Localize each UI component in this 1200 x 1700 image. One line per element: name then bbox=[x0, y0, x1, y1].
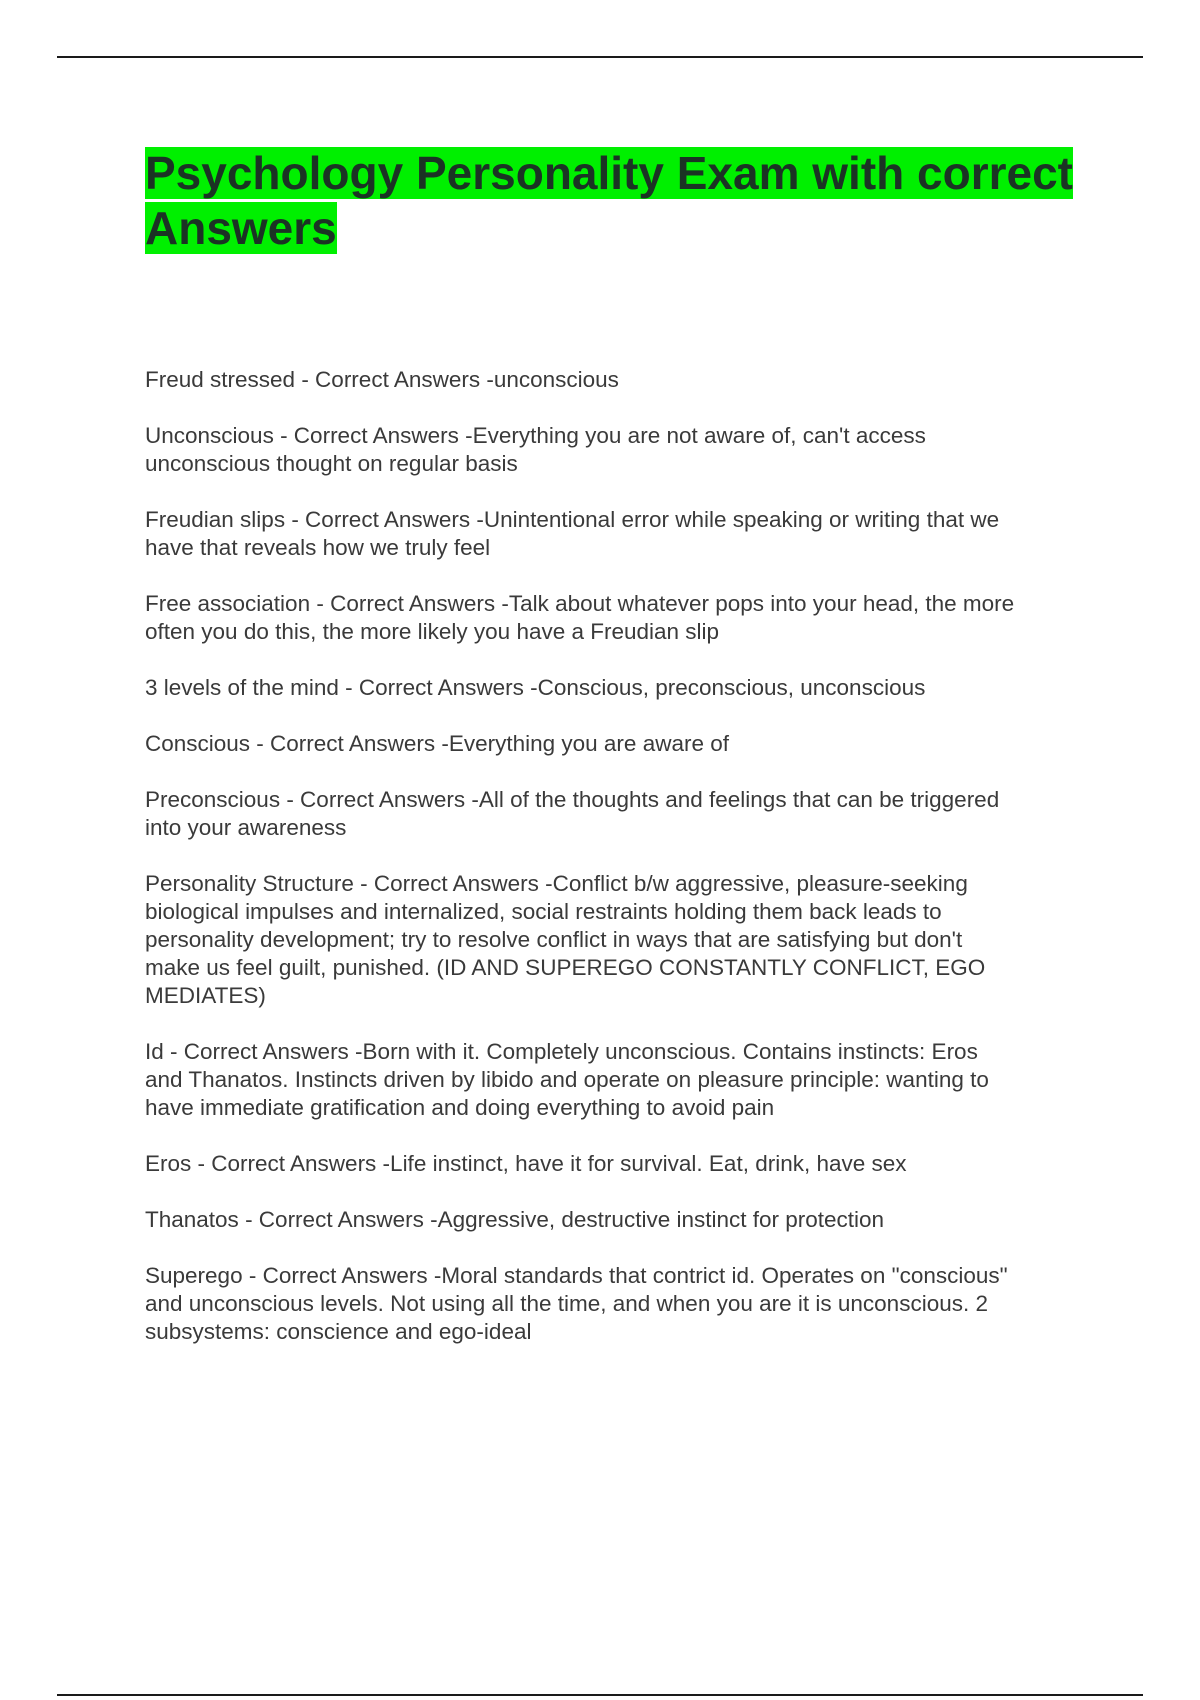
bottom-rule bbox=[57, 1694, 1143, 1696]
qa-item: Thanatos - Correct Answers -Aggressive, destructive instinct for protection bbox=[145, 1207, 885, 1232]
top-rule bbox=[57, 56, 1143, 58]
qa-item: Freud stressed - Correct Answers -unconscious bbox=[145, 367, 619, 392]
title-block bbox=[145, 146, 1085, 256]
qa-item: Conscious - Correct Answers -Everything you are aware of bbox=[145, 731, 729, 756]
qa-item: Unconscious - Correct Answers -Everything you are not aware of, can't access unconscious thought on regular basis bbox=[145, 423, 926, 476]
qa-item: Freudian slips - Correct Answers -Unintentional error while speaking or writing that we have that reveals how we truly feel bbox=[145, 507, 1000, 560]
qa-item: 3 levels of the mind - Correct Answers -Conscious, preconscious, unconscious bbox=[145, 675, 926, 700]
qa-item: Preconscious - Correct Answers -All of the thoughts and feelings that can be triggered into your awareness bbox=[145, 787, 1000, 840]
qa-item: Id - Correct Answers -Born with it. Completely unconscious. Contains instincts: Eros and Thanatos. Instincts driven by libido and operate on pleasure principle: wanting to have immediate gratification and doing everything to avoid pain bbox=[145, 1039, 989, 1120]
qa-item: Eros - Correct Answers -Life instinct, have it for survival. Eat, drink, have sex bbox=[145, 1151, 907, 1176]
qa-list bbox=[145, 366, 1095, 1374]
page-title: Psychology Personality Exam with correct Answers bbox=[145, 147, 1073, 254]
qa-item: Free association - Correct Answers -Talk about whatever pops into your head, the more often you do this, the more likely you have a Freudian slip bbox=[145, 591, 1015, 644]
qa-item: Superego - Correct Answers -Moral standards that contrict id. Operates on "conscious" and unconscious levels. Not using all the time, and when you are it is unconscious. 2 subsystems: conscience and ego-ideal bbox=[145, 1263, 1008, 1344]
qa-item: Personality Structure - Correct Answers -Conflict b/w aggressive, pleasure-seeking biological impulses and internalized, social restraints holding them back leads to personality development; try to resolve conflict in ways that are satisfying but don't make us feel guilt, punished. (ID AND SUPEREGO CONSTANTLY CONFLICT, EGO MEDIATES) bbox=[145, 871, 986, 1008]
